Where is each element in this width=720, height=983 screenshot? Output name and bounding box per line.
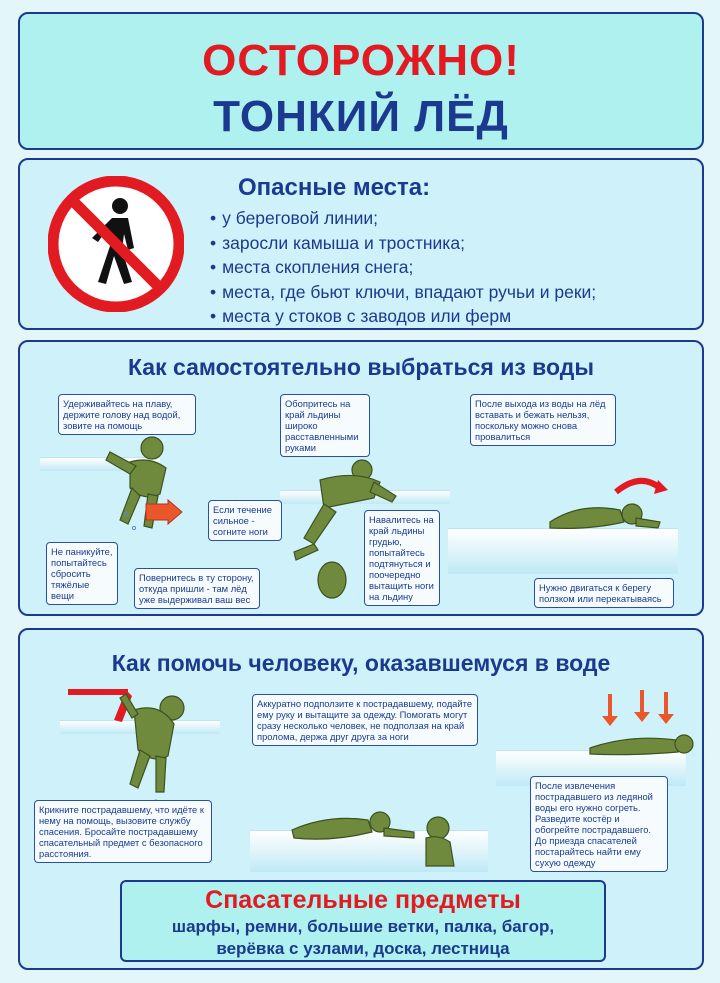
self-rescue-panel (18, 340, 704, 616)
title-panel (18, 12, 704, 150)
victim-lying-figure (580, 690, 700, 760)
rescue-items-box (120, 880, 606, 962)
title-caution: ОСТОРОЖНО! (202, 36, 520, 85)
no-pedestrian-sign-icon (48, 176, 184, 312)
note: Нужно двигаться к берегу ползком или перекатываясь (534, 578, 674, 608)
note: После выхода из воды на лёд вставать и бежать нельзя, поскольку можно снова провалиться (470, 394, 616, 446)
note: После извлечения пострадавшего из ледяной воды его нужно согреть. Разведите костёр и обогрейте пострадавшего. До приезда спасателей постарайтесь найти ему сухую одежду (530, 776, 668, 872)
list-item: • места скопления снега; (210, 255, 596, 280)
note: Навалитесь на край льдины грудью, попытайтесь подтянуться и поочередно вытащить ноги на льдину (364, 510, 440, 606)
list-item: • заросли камыша и тростника; (210, 231, 596, 256)
title-thin-ice: ТОНКИЙ ЛЁД (213, 92, 509, 141)
note: Аккуратно подползите к пострадавшему, подайте ему руку и вытащите за одежду. Помогать могут сразу несколько человек, не подползая на край пролома, держа друг друга за ноги (252, 694, 478, 746)
rescuers-crawling-figure (288, 790, 478, 870)
note: Если течение сильное - согните ноги (208, 500, 282, 541)
note: Повернитесь в ту сторону, откуда пришли - там лёд уже выдерживал ваш вес (134, 568, 260, 609)
rescue-items-list (122, 916, 604, 960)
list-item: • места у стоков с заводов или ферм (210, 304, 596, 329)
rescue-items-title: Спасательные предметы (205, 886, 521, 914)
help-others-title: Как помочь человеку, оказавшемуся в воде (111, 650, 611, 676)
person-with-scarf-figure (64, 684, 194, 804)
danger-title: Опасные места: (238, 174, 431, 201)
person-crawling-figure (540, 472, 670, 532)
ice-edge (448, 528, 678, 574)
note: Крикните пострадавшему, что идёте к нему на помощь, вызовите службу спасения. Бросайте пострадавшему спасательный предмет с безопасного расстояния. (34, 800, 212, 863)
danger-list (210, 206, 596, 329)
danger-panel (18, 158, 704, 330)
help-others-panel (18, 628, 704, 970)
note: Удерживайтесь на плаву, держите голову над водой, зовите на помощь (58, 394, 196, 435)
note: Не паникуйте, попытайтесь сбросить тяжёлые вещи (46, 542, 118, 605)
list-item: • места, где бьют ключи, впадают ручьи и реки; (210, 280, 596, 305)
self-rescue-title: Как самостоятельно выбраться из воды (127, 354, 594, 380)
list-item: • у береговой линии; (210, 206, 596, 231)
rescue-items-line: шарфы, ремни, большие ветки, палка, багор, (171, 917, 555, 936)
arrow-right-icon (144, 500, 184, 524)
rescue-items-line: верёвка с узлами, доска, лестница (216, 939, 510, 958)
note: Обопритесь на край льдины широко расставленными руками (280, 394, 370, 457)
